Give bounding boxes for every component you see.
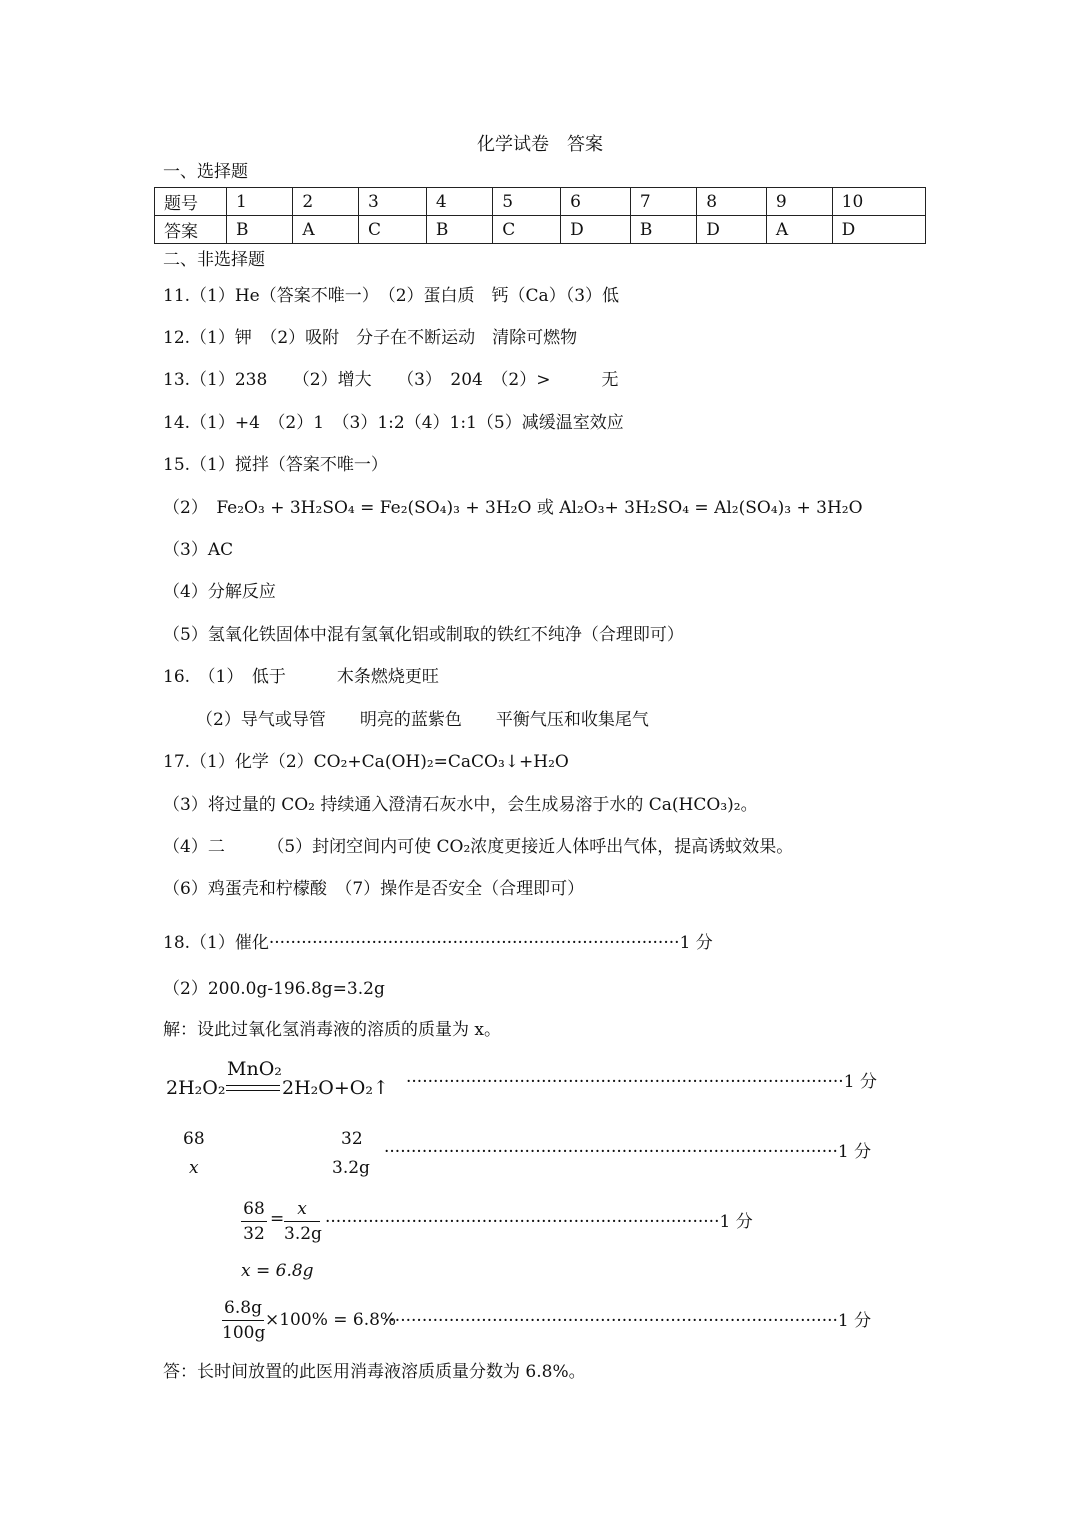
score-label: 1 分 [843, 1072, 877, 1092]
equation-right: 2H₂O+O₂↑ [282, 1077, 389, 1099]
answer-q17-3: （3）将过量的 CO₂ 持续通入澄清石灰水中，会生成易溶于水的 Ca(HCO₃)₂。 [163, 795, 758, 815]
answer-q15-2: （2） Fe₂O₃ + 3H₂SO₄ = Fe₂(SO₄)₃ + 3H₂O 或 Al₂O₃+ 3H₂SO₄ = Al₂(SO₄)₃ + 3H₂O [163, 498, 863, 518]
result-x: x = 6.8g [241, 1261, 314, 1281]
answer-q15-4: （4）分解反应 [163, 582, 276, 602]
section-choice-heading: 一、选择题 [163, 162, 248, 182]
score-label: 1 分 [719, 1212, 753, 1232]
table-cell: C [493, 216, 561, 244]
q18-1-text: 18.（1）催化 [163, 933, 269, 953]
proportion-score-line [325, 1214, 753, 1231]
table-header-cell: 答案 [155, 216, 227, 244]
dot-leader: ············································································ [268, 933, 680, 953]
answer-q12: 12.（1）钾 （2）吸附 分子在不断运动 清除可燃物 [163, 328, 578, 348]
answer-q16-1: 16. （1） 低于 木条燃烧更旺 [163, 667, 439, 687]
answer-q18-2: （2）200.0g-196.8g=3.2g [163, 979, 385, 999]
table-cell: 7 [630, 188, 696, 216]
answer-q18-1 [163, 935, 713, 952]
answer-q11: 11.（1）He（答案不唯一） （2）蛋白质 钙（Ca）（3）低 [163, 286, 620, 306]
table-cell: 8 [697, 188, 767, 216]
answer-q15-3: （3）AC [163, 540, 234, 560]
final-answer: 答：长时间放置的此医用消毒液溶质质量分数为 6.8%。 [163, 1362, 586, 1382]
table-cell: 5 [493, 188, 561, 216]
answer-q16-2: （2）导气或导管 明亮的蓝紫色 平衡气压和收集尾气 [196, 710, 649, 730]
percent-fraction [222, 1300, 264, 1342]
equation-left: 2H₂O₂ [166, 1077, 226, 1099]
score-label: 1 分 [837, 1142, 872, 1162]
score-label: 1 分 [837, 1311, 872, 1331]
answer-q17-4: （4）二 （5）封闭空间内可使 CO₂浓度更接近人体呼出气体，提高诱蚊效果。 [163, 837, 794, 857]
table-cell: 6 [561, 188, 631, 216]
answer-q13: 13.（1）238 （2）增大 （3） 204 （2）> 无 [163, 370, 619, 390]
fraction-numerator: 68 [241, 1201, 267, 1222]
dot-leader: ···················································································· [384, 1311, 838, 1331]
table-cell: D [697, 216, 767, 244]
table-cell: 4 [426, 188, 492, 216]
answer-q14: 14.（1）+4 （2）1 （3）1:2（4）1:1（5）减缓温室效应 [163, 413, 624, 433]
fraction-numerator: x [284, 1201, 320, 1222]
answer-table [154, 187, 926, 244]
ratio-a-bottom: x [189, 1158, 199, 1178]
table-cell: 3 [359, 188, 427, 216]
proportion-fraction-right [284, 1201, 320, 1243]
fraction-numerator: 6.8g [222, 1300, 264, 1321]
fraction-denominator: 3.2g [284, 1224, 322, 1244]
ratio-b-top: 32 [341, 1129, 363, 1149]
section-nonchoice-heading: 二、非选择题 [163, 250, 265, 270]
dot-leader: ········································································· [325, 1212, 720, 1232]
score-label: 1 分 [679, 933, 713, 953]
table-cell: B [227, 216, 293, 244]
percent-expression: ×100% = 6.8% [265, 1310, 397, 1330]
dot-leader: ················································································· [406, 1072, 844, 1092]
fraction-denominator: 100g [222, 1323, 266, 1343]
page-title: 化学试卷 答案 [477, 134, 603, 155]
answer-q17-1: 17.（1）化学（2）CO₂+Ca(OH)₂=CaCO₃↓+H₂O [163, 752, 569, 772]
equation-score-line [406, 1074, 877, 1091]
equation-catalyst: MnO₂ [227, 1058, 282, 1080]
table-row-numbers [155, 188, 926, 216]
table-cell: 9 [766, 188, 832, 216]
ratio-score-line [384, 1144, 871, 1161]
equation-double-line [226, 1085, 280, 1091]
answer-q17-6: （6）鸡蛋壳和柠檬酸 （7）操作是否安全（合理即可） [163, 879, 585, 899]
ratio-a-top: 68 [183, 1129, 205, 1149]
fraction-denominator: 32 [243, 1224, 265, 1244]
table-cell: A [293, 216, 359, 244]
answer-q15-1: 15.（1）搅拌（答案不唯一） [163, 455, 388, 475]
table-row-answers [155, 216, 926, 244]
table-cell: 10 [832, 188, 925, 216]
table-cell: A [766, 216, 832, 244]
answer-q15-5: （5）氢氧化铁固体中混有氢氧化铝或制取的铁红不纯净（合理即可） [163, 625, 684, 645]
equals-sign: = [270, 1209, 285, 1229]
table-header-cell: 题号 [155, 188, 227, 216]
percent-score-line [384, 1313, 871, 1330]
proportion-fraction-left [241, 1201, 267, 1243]
table-cell: 2 [293, 188, 359, 216]
table-cell: D [832, 216, 925, 244]
table-cell: C [359, 216, 427, 244]
dot-leader: ···················································································· [384, 1142, 838, 1162]
table-cell: 1 [227, 188, 293, 216]
table-cell: B [630, 216, 696, 244]
table-cell: B [426, 216, 492, 244]
ratio-b-bottom: 3.2g [332, 1158, 370, 1178]
table-cell: D [561, 216, 631, 244]
solution-intro: 解：设此过氧化氢消毒液的溶质的质量为 x。 [163, 1020, 501, 1040]
